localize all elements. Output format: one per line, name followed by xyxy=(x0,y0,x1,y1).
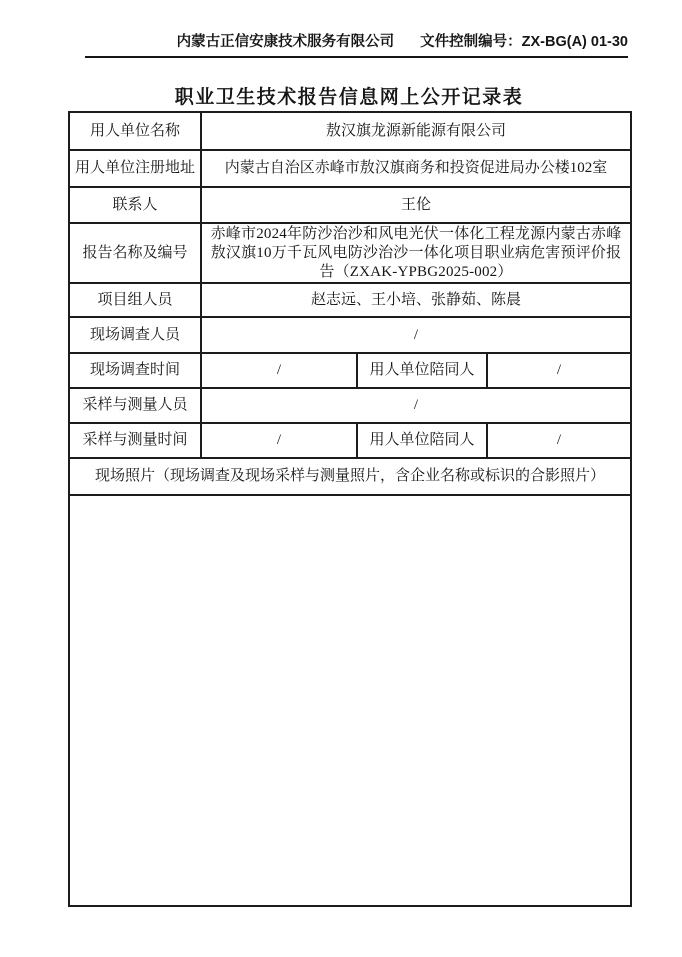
doc-control-number: 文件控制编号：ZX-BG(A) 01-30 xyxy=(420,34,628,50)
survey-time-value: / xyxy=(201,353,357,388)
employer-address-label: 用人单位注册地址 xyxy=(69,150,201,187)
survey-staff-label: 现场调查人员 xyxy=(69,317,201,353)
page-header xyxy=(85,30,628,58)
project-team-label: 项目组人员 xyxy=(69,283,201,317)
company-name: 内蒙古正信安康技术服务有限公司 xyxy=(176,34,395,50)
sampling-companion-label: 用人单位陪同人 xyxy=(357,423,487,458)
sampling-time-label: 采样与测量时间 xyxy=(69,423,201,458)
sampling-staff-label: 采样与测量人员 xyxy=(69,388,201,423)
survey-companion-label: 用人单位陪同人 xyxy=(357,353,487,388)
table-row xyxy=(69,423,631,458)
report-name-label: 报告名称及编号 xyxy=(69,223,201,283)
table-row xyxy=(69,112,631,150)
table-row xyxy=(69,353,631,388)
table-row xyxy=(69,283,631,317)
record-table xyxy=(68,111,632,907)
table-row xyxy=(69,388,631,423)
table-row xyxy=(69,317,631,353)
contact-value: 王伦 xyxy=(201,187,631,223)
photos-caption: 现场照片（现场调查及现场采样与测量照片，含企业名称或标识的合影照片） xyxy=(69,458,631,495)
table-row xyxy=(69,458,631,495)
survey-time-label: 现场调查时间 xyxy=(69,353,201,388)
employer-name-value: 敖汉旗龙源新能源有限公司 xyxy=(201,112,631,150)
employer-address-value: 内蒙古自治区赤峰市敖汉旗商务和投资促进局办公楼102室 xyxy=(201,150,631,187)
employer-name-label: 用人单位名称 xyxy=(69,112,201,150)
table-row xyxy=(69,150,631,187)
table-row xyxy=(69,495,631,906)
page-title: 职业卫生技术报告信息网上公开记录表 xyxy=(174,87,524,108)
photo-area-cell xyxy=(69,495,631,906)
contact-label: 联系人 xyxy=(69,187,201,223)
table-row xyxy=(69,223,631,283)
sampling-staff-value: / xyxy=(201,388,631,423)
sampling-time-value: / xyxy=(201,423,357,458)
report-name-value: 赤峰市2024年防沙治沙和风电光伏一体化工程龙源内蒙古赤峰敖汉旗10万千瓦风电防沙治沙一体化项目职业病危害预评价报告（ZXAK-YPBG2025-002） xyxy=(201,223,631,283)
project-team-value: 赵志远、王小培、张静茹、陈晨 xyxy=(201,283,631,317)
survey-staff-value: / xyxy=(201,317,631,353)
sampling-companion-value: / xyxy=(487,423,631,458)
table-row xyxy=(69,187,631,223)
survey-companion-value: / xyxy=(487,353,631,388)
